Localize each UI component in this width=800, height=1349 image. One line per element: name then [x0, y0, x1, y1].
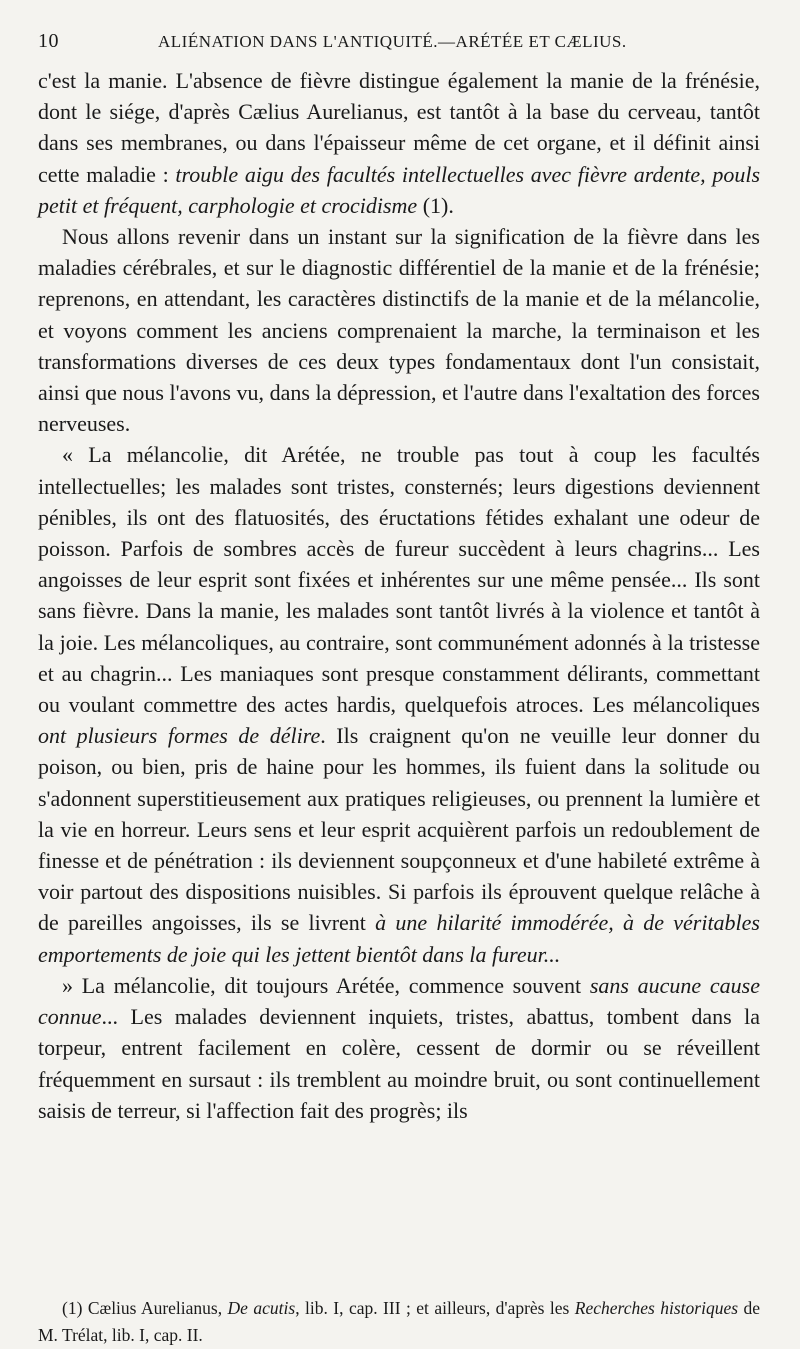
- footnote-text-a: (1) Cælius Aurelianus,: [62, 1298, 228, 1318]
- paragraph-1: [38, 65, 760, 221]
- footnote-text-b: , lib. I, cap. III ; et ailleurs, d'après les: [295, 1298, 575, 1318]
- paragraph-3-italic-a: ont plusieurs formes de délire: [38, 723, 321, 749]
- page-number: 10: [38, 30, 59, 52]
- footnote: [38, 1295, 760, 1349]
- paragraph-3-italic-b: à une hilarité immodérée, à de véritables emportements de joie qui les jettent bientôt dans la fureur...: [38, 910, 760, 967]
- footnote-text-c: de M. Trélat, lib. I, cap. II.: [38, 1298, 760, 1345]
- footnote-ref: (1).: [417, 192, 454, 218]
- paragraph-1-text: c'est la manie. L'absence de fièvre distingue également la manie de la frénésie, dont le siége, d'après Cælius Aurelianus, est tantôt à la base du cerveau, tantôt dans ses membranes, ou dans l'épaisseur même de cet organe, et il définit ainsi cette maladie :: [38, 68, 760, 187]
- paragraph-2: Nous allons revenir dans un instant sur la signification de la fièvre dans les maladies cérébrales, et sur le diagnostic différentiel de la manie et de la frénésie; reprenons, en attendant, les caractères distinctifs de la manie et de la mélancolie, et voyons comment les anciens comprenaient la marche, la terminaison et les transformations diverses de ces deux types fondamentaux dont l'un consistait, ainsi que nous l'avons vu, dans la dépression, et l'autre dans l'exaltation des forces nerveuses.: [38, 224, 760, 437]
- body-text: [38, 65, 760, 1126]
- paragraph-3-text-a: « La mélancolie, dit Arétée, ne trouble pas tout à coup les facultés intellectuelles; les malades sont tristes, consternés; leurs digestions deviennent pénibles, ils ont des flatuosités, des éructations fétides exhalant une odeur de poisson. Parfois de sombres accès de fureur succèdent à leurs chagrins... Les angoisses de leur esprit sont fixées et inhérentes sur une même pensée... Ils sont sans fièvre. Dans la manie, les malades sont tantôt livrés à la violence et tantôt à la joie. Les mélancoliques, au contraire, sont communément adonnés à la tristesse et au chagrin... Les maniaques sont presque constamment délirants, commettant ou voulant commettre des actes hardis, quelquefois atroces. Les mélancoliques: [38, 442, 760, 718]
- paragraph-1-italic: trouble aigu des facultés intellectuelles avec fièvre ardente, pouls petit et fréquent, carphologie et crocidisme: [38, 161, 761, 218]
- page-header: [38, 30, 760, 53]
- footnote-italic-b: Recherches historiques: [574, 1298, 739, 1318]
- paragraph-4-text-b: ... Les malades deviennent inquiets, tristes, abattus, tombent dans la torpeur, entrent facilement en colère, cessent de dormir ou se réveillent fréquemment en sursaut : ils tremblent au moindre bruit, ou sont continuellement saisis de terreur, si l'affection fait des progrès; ils: [38, 1004, 760, 1123]
- paragraph-4-text-a: » La mélancolie, dit toujours Arétée, commence souvent: [62, 972, 590, 998]
- paragraph-4-italic: sans aucune cause connue: [38, 972, 760, 1030]
- paragraph-3-text-b: . Ils craignent qu'on ne veuille leur donner du poison, ou bien, pris de haine pour les hommes, ils fuient dans la solitude ou s'adonnent superstitieusement aux pratiques religieuses, ou prennent la lumière et la vie en horreur. Leurs sens et leur esprit acquièrent parfois un redoublement de finesse et de pénétration : ils deviennent soupçonneux et d'une habileté extrême à voir partout des dispositions nuisibles. Si parfois ils éprouvent quelque relâche à de pareilles angoisses, ils se livrent: [38, 723, 761, 936]
- running-title: ALIÉNATION DANS L'ANTIQUITÉ.—ARÉTÉE ET CÆLIUS.: [158, 32, 627, 51]
- footnote-italic-a: De acutis: [227, 1298, 296, 1318]
- paragraph-3: [38, 439, 760, 969]
- paragraph-4: [38, 970, 760, 1126]
